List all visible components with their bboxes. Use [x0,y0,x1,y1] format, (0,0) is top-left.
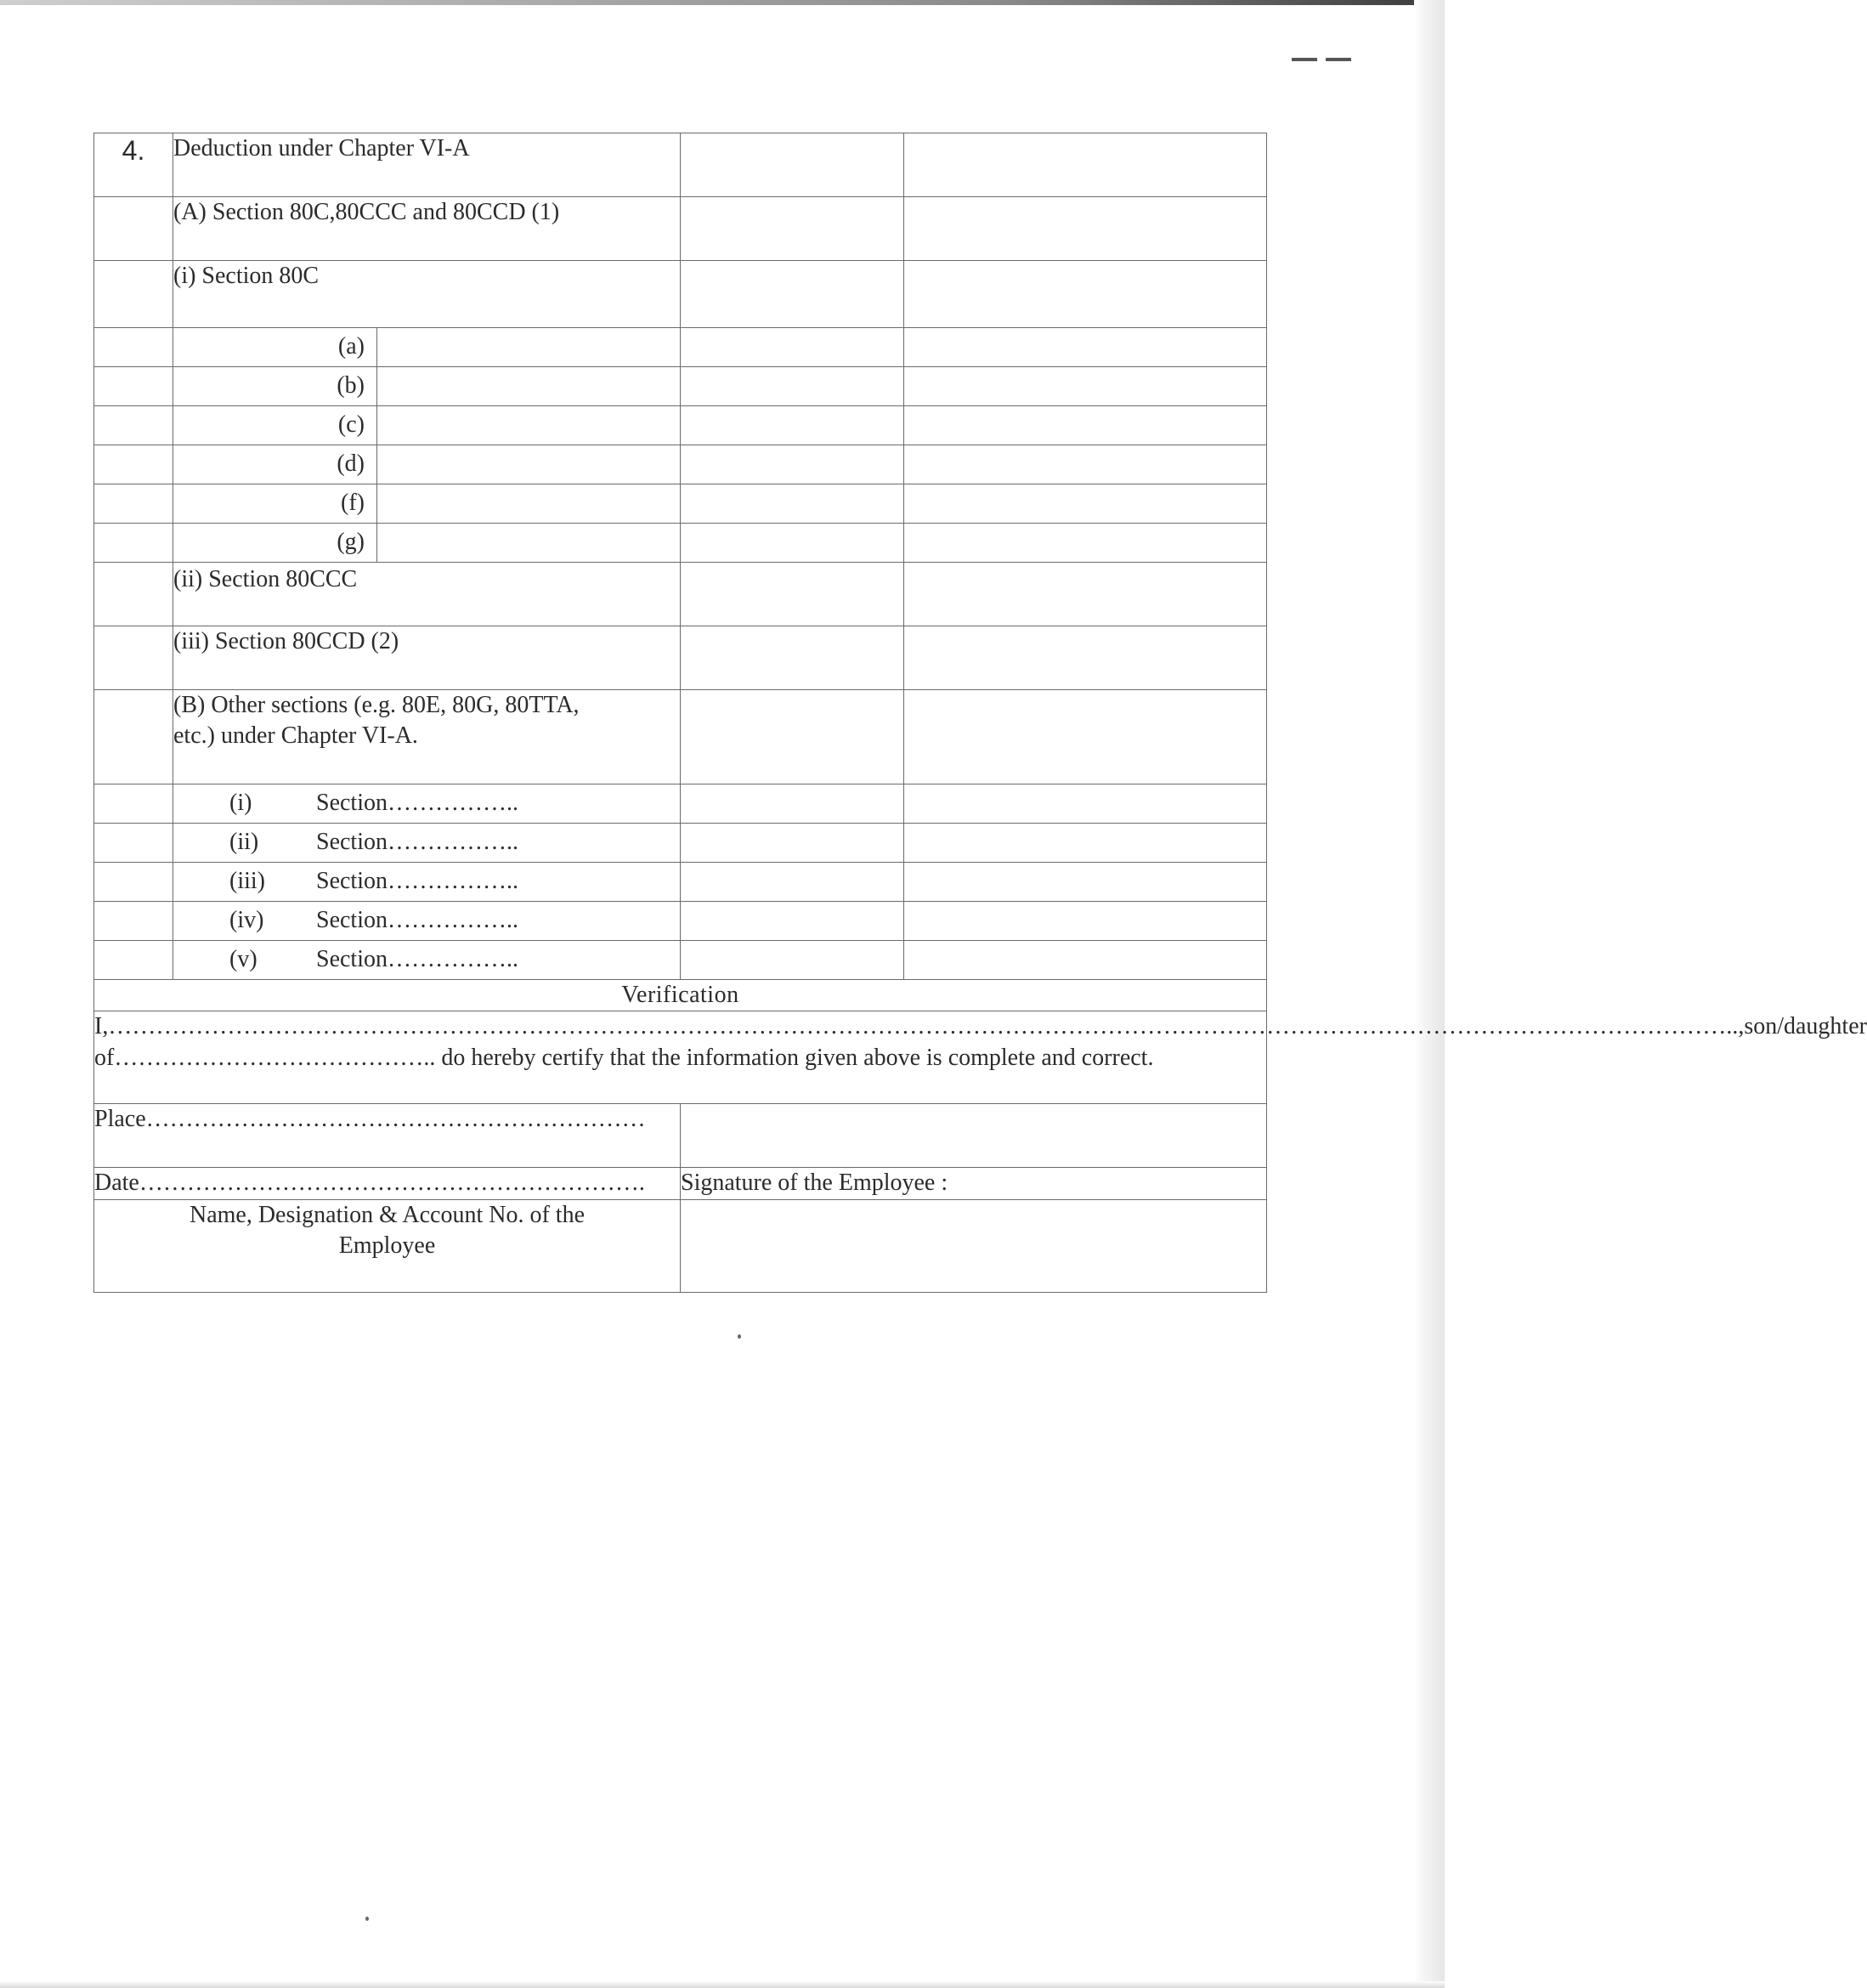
section-80ccd-label: (iii) Section 80CCD (2) [173,626,681,690]
letter-label: (b) [173,367,377,405]
item-entry[interactable] [377,484,680,523]
amount-cell[interactable] [904,941,1267,980]
section-field[interactable]: Section…………….. [316,907,518,933]
blank-cell [94,863,173,902]
row-letter [94,328,1267,367]
amount-cell[interactable] [681,484,904,524]
amount-cell[interactable] [904,133,1267,197]
amount-cell[interactable] [681,367,904,406]
amount-cell[interactable] [904,367,1267,406]
blank-cell [94,941,173,980]
blank-cell [94,406,173,445]
blank-cell [681,1104,1267,1168]
name-label-line1: Name, Designation & Account No. of the [189,1201,585,1228]
amount-cell[interactable] [904,328,1267,367]
letter-label: (d) [173,445,377,484]
blank-cell [94,484,173,524]
row-place [94,1104,1267,1168]
amount-cell[interactable] [904,197,1267,261]
amount-cell[interactable] [681,133,904,197]
amount-cell[interactable] [681,406,904,445]
letter-label: (c) [173,406,377,445]
scan-speck [365,1917,369,1921]
scan-edge-bottom [0,1981,1445,1988]
letter-label: (f) [173,484,377,523]
deduction-heading: Deduction under Chapter VI-A [173,133,681,197]
scan-edge-right [1414,0,1445,1988]
amount-cell[interactable] [681,261,904,328]
amount-cell[interactable] [681,328,904,367]
blank-cell [94,197,173,261]
roman-label: (ii) [229,829,259,855]
scan-speck [738,1334,741,1339]
blank-cell [94,524,173,563]
blank-cell [94,784,173,824]
amount-cell[interactable] [904,406,1267,445]
amount-cell[interactable] [681,863,904,902]
signature-area[interactable] [681,1199,1267,1292]
roman-label: (v) [229,946,257,972]
row-other-section [94,941,1267,980]
row-section-80ccd [94,626,1267,690]
amount-cell[interactable] [681,902,904,941]
verification-statement [94,1011,1867,1104]
amount-cell[interactable] [904,784,1267,824]
name-label-line2: Employee [338,1232,436,1260]
part-a-label: (A) Section 80C,80CCC and 80CCD (1) [173,197,681,261]
amount-cell[interactable] [681,784,904,824]
roman-label: (i) [229,790,252,816]
blank-cell [94,626,173,690]
row-section-80c [94,261,1267,328]
section-field[interactable]: Section…………….. [316,790,518,816]
row-other-section [94,784,1267,824]
blank-cell [94,261,173,328]
blank-cell [94,690,173,784]
part-b-label [173,690,681,784]
item-entry[interactable] [377,328,680,366]
row-other-section [94,902,1267,941]
blank-cell [94,328,173,367]
item-entry[interactable] [377,406,680,445]
part-b-line1: (B) Other sections (e.g. 80E, 80G, 80TTA, [173,692,580,718]
amount-cell[interactable] [681,197,904,261]
section-80ccc-label: (ii) Section 80CCC [173,563,681,626]
row-letter [94,445,1267,484]
amount-cell[interactable] [904,626,1267,690]
amount-cell[interactable] [904,902,1267,941]
amount-cell[interactable] [681,941,904,980]
certify-statement: of………………………………….. do hereby certify that the information given above is complete and correct. [94,1044,1154,1071]
blank-cell [94,445,173,484]
item-entry[interactable] [377,367,680,405]
roman-label: (iv) [229,907,264,933]
letter-label: (a) [173,328,377,366]
son-daughter-label: ,son/daughter [1738,1013,1867,1040]
amount-cell[interactable] [681,626,904,690]
row-section-80ccc [94,563,1267,626]
row-letter [94,367,1267,406]
blank-cell [94,563,173,626]
item-entry[interactable] [377,445,680,484]
amount-cell[interactable] [904,261,1267,328]
section-80c-label: (i) Section 80C [173,261,681,328]
amount-cell[interactable] [904,484,1267,524]
row-letter [94,406,1267,445]
amount-cell[interactable] [904,445,1267,484]
amount-cell[interactable] [681,524,904,563]
row-other-section [94,824,1267,863]
row-other-section [94,863,1267,902]
blank-cell [94,367,173,406]
row-letter [94,524,1267,563]
scan-mark [1292,58,1353,61]
scan-edge-top [0,0,1445,5]
place-field[interactable]: Place……………………………………………………… [94,1104,681,1168]
amount-cell[interactable] [681,563,904,626]
amount-cell[interactable] [904,563,1267,626]
amount-cell[interactable] [681,445,904,484]
blank-cell [94,902,173,941]
amount-cell[interactable] [904,690,1267,784]
name-designation-label [94,1199,681,1292]
item-entry[interactable] [377,524,680,562]
amount-cell[interactable] [681,824,904,863]
row-date-signature [94,1168,1267,1199]
employee-name-field[interactable]: I,…………………………………………………………………………………………………………………………………………………………………………………….. [94,1013,1739,1040]
section-number: 4. [94,133,173,197]
amount-cell[interactable] [904,524,1267,563]
blank-cell [94,824,173,863]
section-field[interactable]: Section…………….. [316,829,518,855]
amount-cell[interactable] [904,824,1267,863]
section-field[interactable]: Section…………….. [316,868,518,894]
row-name-designation [94,1199,1267,1292]
section-field[interactable]: Section…………….. [316,946,518,972]
verification-title: Verification [94,980,1267,1011]
row-letter [94,484,1267,524]
date-field[interactable]: Date………………………………………………………. [94,1168,681,1199]
amount-cell[interactable] [904,863,1267,902]
roman-label: (iii) [229,868,265,894]
part-b-line2: etc.) under Chapter VI-A. [173,722,418,750]
row-verification-body [94,1011,1267,1104]
row-part-a [94,197,1267,261]
row-verification-title [94,980,1267,1011]
amount-cell[interactable] [681,690,904,784]
letter-label: (g) [173,524,377,562]
signature-label: Signature of the Employee : [681,1168,1267,1199]
deduction-form-table [93,133,1867,1293]
row-part-b [94,690,1267,784]
row-deduction-heading [94,133,1267,197]
